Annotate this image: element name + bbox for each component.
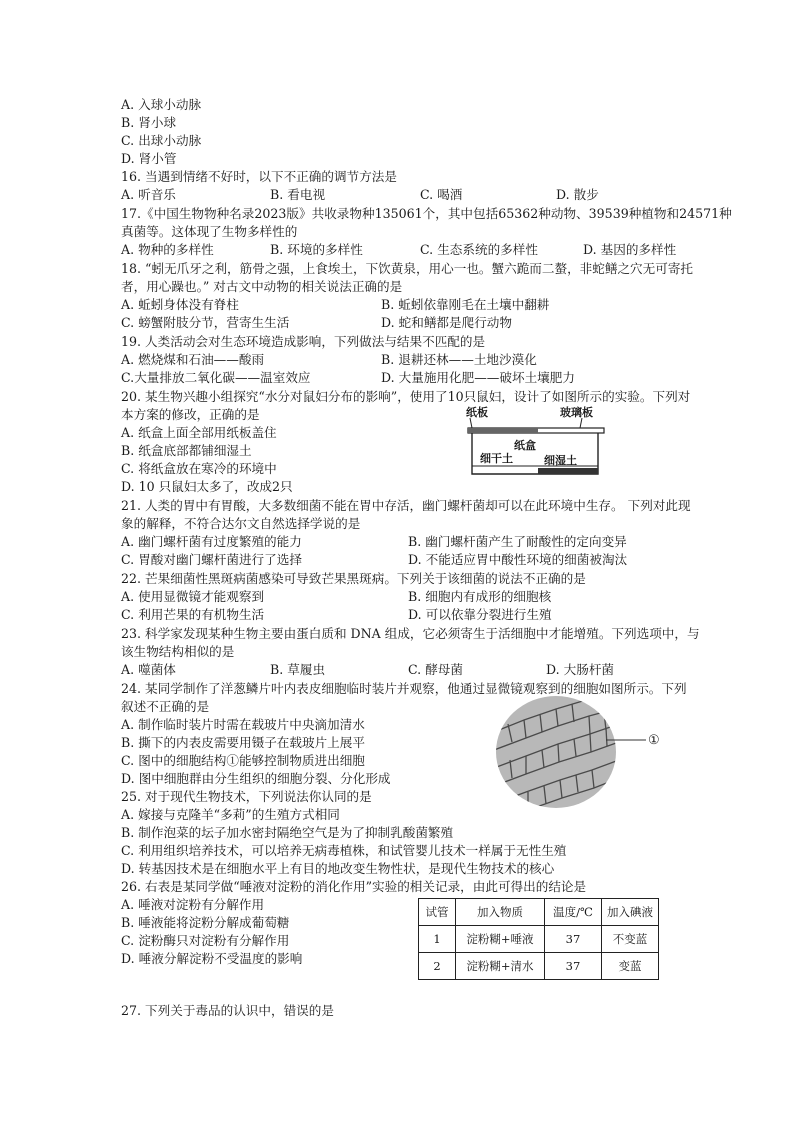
q24-option-d: D. 图中细胞群由分生组织的细胞分裂、分化形成: [121, 771, 391, 786]
q21-stem-line1: 21. 人类的胃中有胃酸，大多数细菌不能在胃中存活，幽门螺杆菌却可以在此环境中生存。 下列对此现: [121, 498, 691, 513]
q15-option-b: B. 肾小球: [121, 115, 177, 130]
q26-option-c: C. 淀粉酶只对淀粉有分解作用: [121, 933, 290, 948]
table-cell: 淀粉糊+唾液: [456, 926, 545, 953]
table-row: [419, 953, 659, 980]
dry-soil-label: 细干土: [480, 452, 513, 465]
q21-option-d: D. 不能适应胃中酸性环境的细菌被淘汰: [408, 552, 628, 567]
q19-option-b: B. 退耕还林——土地沙漠化: [381, 352, 537, 367]
q23-option-c: C. 酵母菌: [408, 662, 463, 677]
q25-option-d: D. 转基因技术是在细胞水平上有目的地改变生物性状，是现代生物技术的核心: [121, 861, 555, 876]
q21-option-b: B. 幽门螺杆菌产生了耐酸性的定向变异: [408, 534, 627, 549]
q24-stem-line1: 24. 某同学制作了洋葱鳞片叶内表皮细胞临时装片并观察，他通过显微镜观察到的细胞如图所示。下列: [121, 681, 687, 696]
table-cell: 淀粉糊+清水: [456, 953, 545, 980]
q24-option-b: B. 撕下的内表皮需要用镊子在载玻片上展平: [121, 735, 365, 750]
q18-option-a: A. 蚯蚓身体没有脊柱: [121, 297, 239, 312]
q22-stem: 22. 芒果细菌性黑斑病菌感染可导致芒果黑斑病。下列关于该细菌的说法不正确的是: [121, 571, 586, 586]
q17-option-c: C. 生态系统的多样性: [420, 242, 538, 257]
q23-stem-line1: 23. 科学家发现某种生物主要由蛋白质和 DNA 组成，它必须寄生于活细胞中才能增殖。下列选项中，与: [121, 626, 700, 641]
table-cell: 1: [419, 926, 456, 953]
q19-option-c: C.大量排放二氧化碳——温室效应: [121, 370, 311, 385]
q20-stem-line1: 20. 某生物兴趣小组探究“水分对鼠妇分布的影响”，使用了10只鼠妇，设计了如图所示的实验。下列对: [121, 389, 691, 404]
q20-option-d: D. 10 只鼠妇太多了，改成2只: [121, 479, 293, 494]
table-header-cell: 试管: [419, 899, 456, 926]
wood-louse-experiment-figure: [462, 406, 612, 482]
structure-1-marker: ①: [648, 733, 660, 748]
q26-option-b: B. 唾液能将淀粉分解成葡萄糖: [121, 915, 290, 930]
q18-option-c: C. 螃蟹附肢分节，营寄生生活: [121, 315, 290, 330]
q18-option-b: B. 蚯蚓依靠刚毛在土壤中翻耕: [381, 297, 550, 312]
q16-option-c: C. 喝酒: [420, 187, 463, 202]
q15-option-c: C. 出球小动脉: [121, 133, 202, 148]
q24-option-c: C. 图中的细胞结构①能够控制物质进出细胞: [121, 753, 365, 768]
q20-option-b: B. 纸盒底部都铺细湿土: [121, 443, 252, 458]
table-cell: 37: [545, 953, 602, 980]
q18-stem-line1: 18. “蚓无爪牙之利，筋骨之强，上食埃土，下饮黄泉，用心一也。蟹六跪而二螯，非蛇鳝之穴无可寄托: [121, 261, 694, 276]
q25-option-b: B. 制作泡菜的坛子加水密封隔绝空气是为了抑制乳酸菌繁殖: [121, 825, 454, 840]
onion-cell-micrograph: [494, 694, 684, 810]
q17-option-d: D. 基因的多样性: [583, 242, 677, 257]
table-header-row: [419, 899, 659, 926]
q17-stem-line2: 真菌等。这体现了生物多样性的: [121, 224, 298, 239]
q23-option-d: D. 大肠杆菌: [546, 662, 615, 677]
q27-stem: 27. 下列关于毒品的认识中，错误的是: [121, 1003, 334, 1018]
q22-option-b: B. 细胞内有成形的细胞核: [408, 589, 552, 604]
q19-option-a: A. 燃烧煤和石油——酸雨: [121, 352, 265, 367]
q22-option-c: C. 利用芒果的有机物生活: [121, 607, 265, 622]
q25-option-c: C. 利用组织培养技术，可以培养无病毒植株，和试管婴儿技术一样属于无性生殖: [121, 843, 567, 858]
q21-option-a: A. 幽门螺杆菌有过度繁殖的能力: [121, 534, 302, 549]
glass-plate-label: 玻璃板: [560, 406, 593, 419]
q24-option-a: A. 制作临时装片时需在载玻片中央滴加清水: [121, 717, 365, 732]
q26-option-d: D. 唾液分解淀粉不受温度的影响: [121, 951, 303, 966]
table-cell: 37: [545, 926, 602, 953]
q26-stem: 26. 右表是某同学做“唾液对淀粉的消化作用”实验的相关记录，由此可得出的结论是: [121, 879, 587, 894]
table-cell: 变蓝: [602, 953, 659, 980]
table-header-cell: 温度/℃: [545, 899, 602, 926]
table-header-cell: 加入物质: [456, 899, 545, 926]
q22-option-d: D. 可以依靠分裂进行生殖: [408, 607, 552, 622]
q20-option-c: C. 将纸盒放在寒冷的环境中: [121, 461, 277, 476]
q19-option-d: D. 大量施用化肥——破坏土壤肥力: [381, 370, 575, 385]
q25-option-a: A. 嫁接与克隆羊“多莉”的生殖方式相同: [121, 807, 340, 822]
table-row: [419, 926, 659, 953]
q16-stem: 16. 当遇到情绪不好时，以下不正确的调节方法是: [121, 169, 397, 184]
q23-option-b: B. 草履虫: [270, 662, 326, 677]
q16-option-b: B. 看电视: [270, 187, 326, 202]
table-cell: 2: [419, 953, 456, 980]
q25-stem: 25. 对于现代生物技术，下列说法你认同的是: [121, 789, 372, 804]
paperboard-label: 纸板: [466, 406, 488, 419]
q21-option-c: C. 胃酸对幽门螺杆菌进行了选择: [121, 552, 302, 567]
q16-option-a: A. 听音乐: [121, 187, 176, 202]
experiment-record-table: [418, 898, 659, 980]
q16-option-d: D. 散步: [556, 187, 599, 202]
cell-view-image: [494, 694, 684, 810]
q24-stem-line2: 叙述不正确的是: [121, 699, 210, 714]
q15-option-d: D. 肾小管: [121, 151, 177, 166]
q20-stem-line2: 本方案的修改，正确的是: [121, 407, 260, 422]
paper-box-label: 纸盒: [514, 439, 536, 452]
table-cell: 不变蓝: [602, 926, 659, 953]
q23-option-a: A. 噬菌体: [121, 662, 176, 677]
q17-stem-line1: 17.《中国生物物种名录2023版》共收录物种135061个，其中包括65362种动物、39539种植物和24571种: [121, 206, 732, 221]
q19-stem: 19. 人类活动会对生态环境造成影响，下列做法与结果不匹配的是: [121, 334, 486, 349]
q17-option-b: B. 环境的多样性: [270, 242, 363, 257]
q26-option-a: A. 唾液对淀粉有分解作用: [121, 897, 265, 912]
q17-option-a: A. 物种的多样性: [121, 242, 214, 257]
q18-stem-line2: 者，用心躁也。” 对古文中动物的相关说法正确的是: [121, 279, 403, 294]
table-header-cell: 加入碘液: [602, 899, 659, 926]
wet-soil-label: 细湿土: [544, 454, 577, 467]
q23-stem-line2: 该生物结构相似的是: [121, 644, 235, 659]
q22-option-a: A. 使用显微镜才能观察到: [121, 589, 265, 604]
q20-option-a: A. 纸盒上面全部用纸板盖住: [121, 425, 277, 440]
q15-option-a: A. 入球小动脉: [121, 97, 202, 112]
q18-option-d: D. 蛇和鳝都是爬行动物: [381, 315, 512, 330]
q21-stem-line2: 象的解释，不符合达尔文自然选择学说的是: [121, 516, 361, 531]
